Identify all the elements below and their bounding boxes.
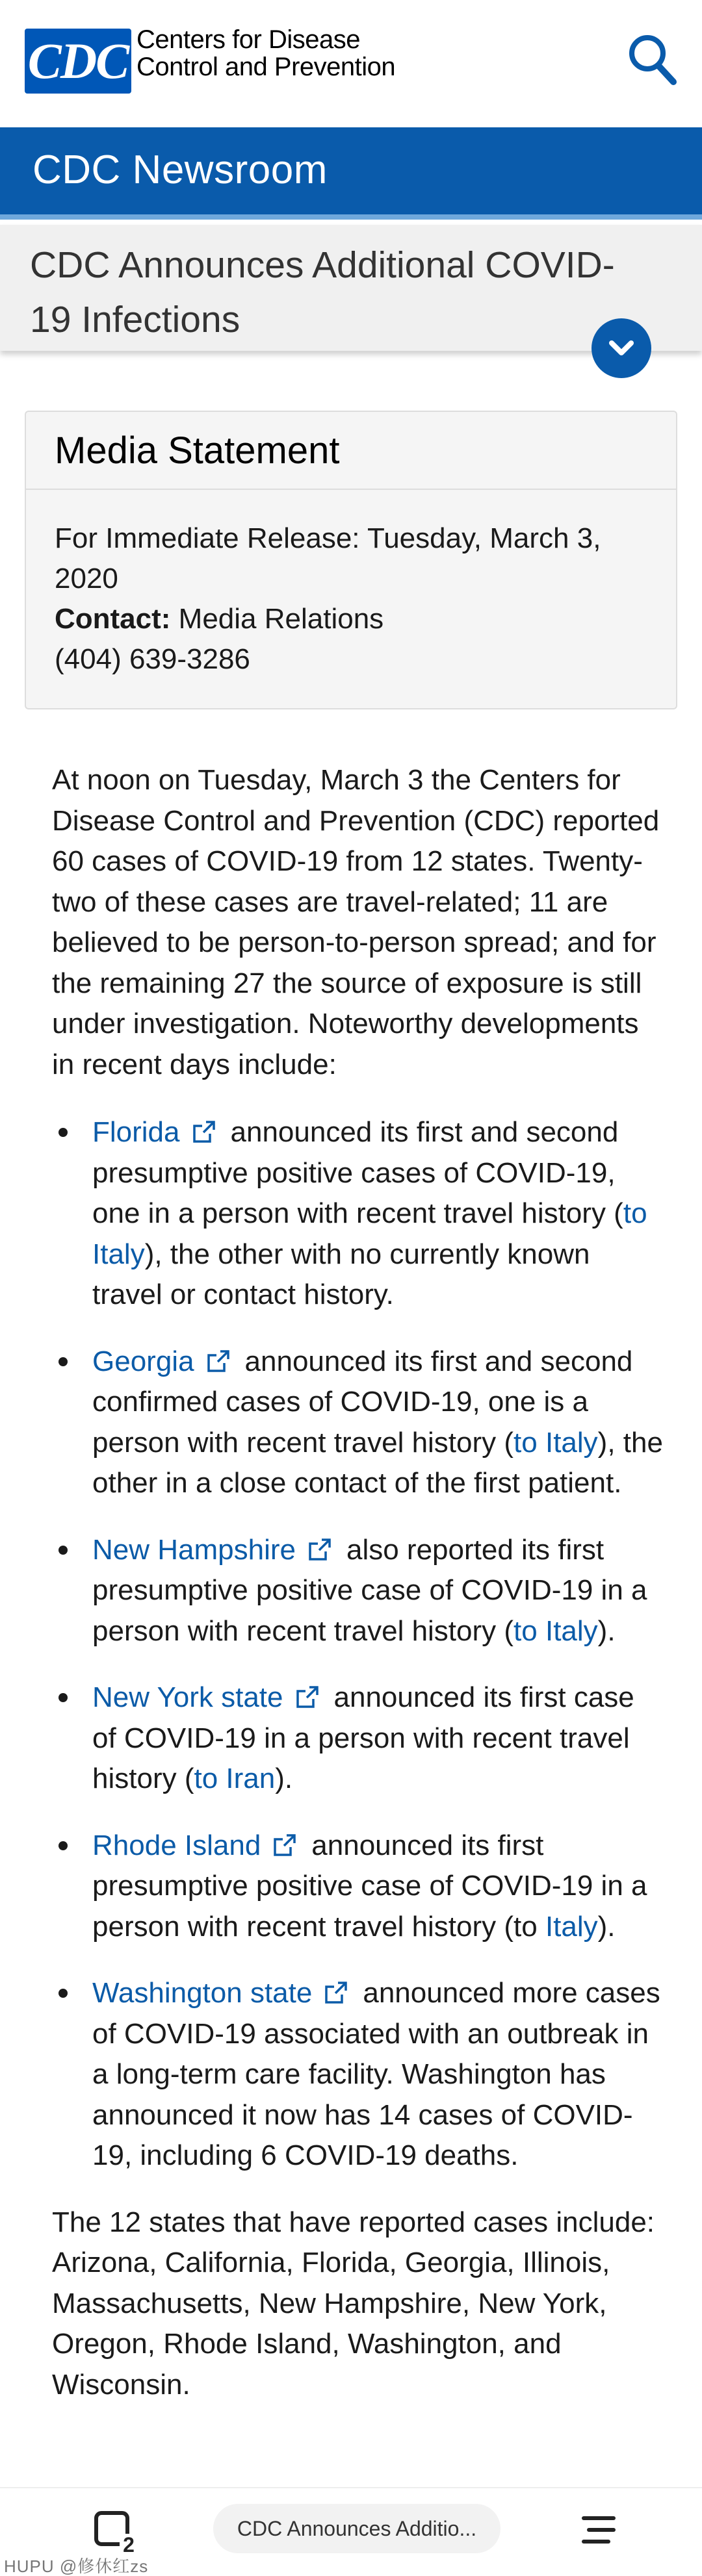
- florida-text-2: ), the other with no currently known travel or contact history.: [92, 1238, 590, 1310]
- contact-value: Media Relations: [178, 603, 384, 635]
- article-body: [52, 760, 663, 2405]
- tab-count: 2: [123, 2533, 135, 2555]
- newsroom-bar: [0, 127, 702, 220]
- states-summary: The 12 states that have reported cases include: Arizona, California, Florida, Georgia, Illinois, Massachusetts, New Hampshire, New York, Oregon, Rhode Island, Washington, and Wisconsin.: [52, 2206, 655, 2401]
- media-statement-heading: Media Statement: [55, 429, 340, 472]
- washington-link[interactable]: Washington state: [92, 1977, 313, 2009]
- external-link-icon: [190, 1118, 218, 1145]
- contact-phone: (404) 639-3286: [55, 643, 250, 675]
- search-button[interactable]: [627, 30, 679, 88]
- list-item-washington: [52, 1973, 663, 2176]
- travel-link[interactable]: to Iran: [194, 1763, 276, 1794]
- search-icon: [627, 30, 679, 88]
- new-york-text-2: ).: [275, 1763, 293, 1794]
- contact-label: Contact:: [55, 603, 171, 635]
- rhode-island-text-2: ).: [597, 1910, 616, 1943]
- travel-link[interactable]: to Italy: [92, 1197, 647, 1270]
- travel-link[interactable]: Italy: [545, 1910, 598, 1943]
- washington-text-1: announced more cases of COVID-19 associated with an outbreak in a long-term care facility. Washington has announced it now has 14 cases of COVID-19, including 6 COVID-19 deaths.: [92, 1977, 660, 2171]
- developments-list: [52, 1112, 663, 2176]
- rhode-island-text-1: announced its first presumptive positive case of COVID-19 in a person with recent travel history (to: [92, 1829, 647, 1943]
- tabs-button[interactable]: [91, 2508, 138, 2555]
- media-statement-body: [26, 490, 676, 680]
- georgia-link[interactable]: Georgia: [92, 1345, 194, 1377]
- release-date: For Immediate Release: Tuesday, March 3, 2020: [55, 522, 601, 594]
- external-link-icon: [322, 1979, 350, 2006]
- contact-line: [55, 599, 647, 639]
- site-header: [0, 0, 702, 127]
- external-link-icon: [205, 1347, 232, 1375]
- florida-text-1: announced its first and second presumptive positive cases of COVID-19, one in a person with recent travel history (: [92, 1116, 623, 1229]
- external-link-icon: [306, 1536, 333, 1563]
- media-statement-header: [26, 412, 676, 490]
- georgia-text-2: ), the other in a close contact of the first patient.: [92, 1426, 663, 1499]
- new-hampshire-text-2: ).: [597, 1614, 616, 1647]
- menu-icon: [575, 2510, 621, 2549]
- list-item-new-york: [52, 1677, 663, 1800]
- newsroom-title[interactable]: CDC Newsroom: [32, 147, 328, 192]
- georgia-text-1: announced its first and second confirmed cases of COVID-19, one is a person with recent travel history (: [92, 1345, 633, 1459]
- org-name-line1: Centers for Disease: [136, 25, 360, 54]
- travel-link[interactable]: to Italy: [514, 1614, 598, 1647]
- new-york-link[interactable]: New York state: [92, 1681, 283, 1713]
- external-link-icon: [294, 1683, 321, 1711]
- page-title: CDC Announces Additional COVID-19 Infections: [30, 244, 615, 340]
- menu-button[interactable]: [575, 2510, 621, 2549]
- expand-button[interactable]: [592, 318, 651, 378]
- list-item-florida: [52, 1112, 663, 1316]
- list-item-georgia: [52, 1342, 663, 1504]
- list-item-rhode-island: [52, 1826, 663, 1948]
- cdc-logo[interactable]: [25, 29, 131, 94]
- cdc-logo-text: CDC: [27, 32, 129, 89]
- chevron-down-icon: [605, 332, 638, 364]
- new-york-text-1: announced its first case of COVID-19 in a person with recent travel history (: [92, 1681, 634, 1794]
- external-link-icon: [271, 1831, 298, 1859]
- florida-link[interactable]: Florida: [92, 1116, 180, 1148]
- media-statement-card: [25, 411, 677, 709]
- rhode-island-link[interactable]: Rhode Island: [92, 1829, 261, 1861]
- article-intro: At noon on Tuesday, March 3 the Centers for Disease Control and Prevention (CDC) reported 60 cases of COVID-19 from 12 states. Twenty-two of these cases are travel-related; 11 are believed to be person-to-person spread; and for the remaining 27 the source of exposure is still under investigation. Noteworthy developments in recent days include:: [52, 764, 660, 1080]
- new-hampshire-text-1: also reported its first presumptive positive case of COVID-19 in a person with recent travel history (: [92, 1533, 647, 1647]
- org-name-line2: Control and Prevention: [136, 53, 396, 81]
- watermark: HUPU @修休红zs: [4, 2557, 149, 2576]
- new-hampshire-link[interactable]: New Hampshire: [92, 1533, 296, 1566]
- list-item-new-hampshire: [52, 1530, 663, 1652]
- org-name[interactable]: [136, 26, 395, 81]
- travel-link[interactable]: to Italy: [514, 1426, 598, 1459]
- tabs-icon: [91, 2508, 138, 2555]
- url-bar[interactable]: CDC Announces Additio...: [213, 2504, 500, 2553]
